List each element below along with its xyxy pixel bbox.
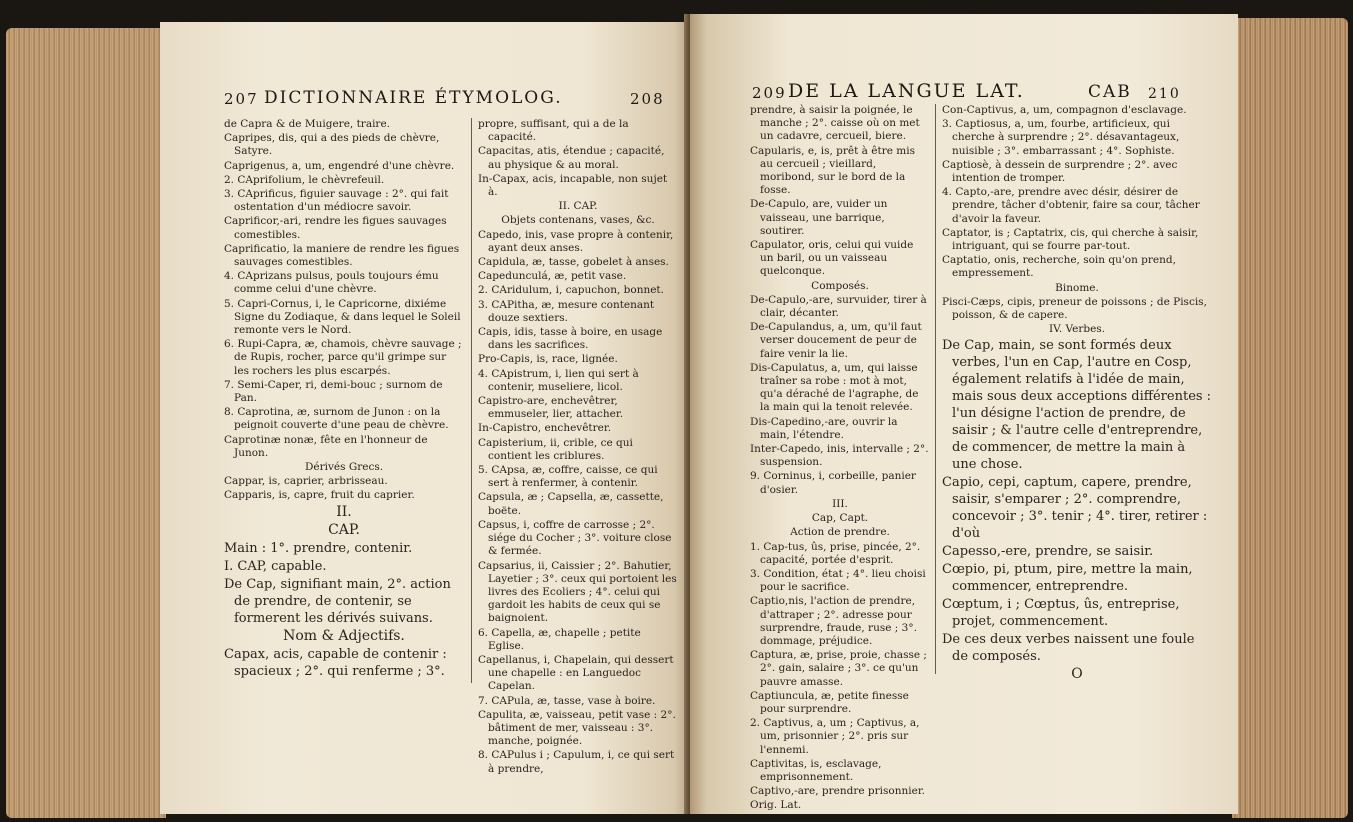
entry-line: Capripes, dis, qui a des pieds de chèvre, Satyre. [224,132,440,158]
entry-line: Captiosè, à dessein de surprendre ; 2°. avec intention de tromper. [942,158,1178,185]
entry-line: O [1071,666,1083,683]
entry-line: Capparis, is, capre, fruit du caprier. [224,489,415,502]
entry-line: Capulator, oris, celui qui vuide un baril, ou un vaisseau quelconque. [750,239,914,278]
left-page-edges [6,28,166,818]
right-page [690,14,1238,814]
entry-line: Cap, Capt. [811,512,869,525]
entry-line: prendre, à saisir la poignée, le manche ; 2°. caisse où on met un cadavre, cercueil, biere. [750,104,920,143]
entry-line: Con-Captivus, a, um, compagnon d'esclavage. [942,104,1187,116]
entry-line: De-Capulo, are, vuider un vaisseau, une barrique, soutirer. [750,198,888,237]
entry-line: In-Capax, acis, incapable, non sujet à. [478,172,668,199]
entry-line: Captivitas, is, esclavage, emprisonnement. [750,757,882,783]
entry-line: Capedo, inis, vase propre à contenir, ayant deux anses. [478,228,674,254]
entry-line: Caprotinæ nonæ, fête en l'honneur de Junon. [224,433,428,459]
entry-line: Caprigenus, a, um, engendré d'une chèvre. [224,159,455,172]
entry-line: Capesso,-ere, prendre, se saisir. [942,544,1154,560]
entry-line: De-Capulo,-are, survuider, tirer à clair, décanter. [750,293,927,320]
entry-line: 5. Capri-Cornus, i, le Capricorne, dixiéme Signe du Zodiaque, & dans lequel le Soleil remonte vers le Nord. [224,297,461,337]
entry-line: 8. CAPulus i ; Capulum, i, ce qui sert à prendre, [478,749,675,775]
right-page-edges [1232,18,1348,818]
entry-line: Captator, is ; Captatrix, cis, qui cherche à saisir, intriguant, qui se fourre par-tout. [942,226,1199,253]
entry-line: In-Capistro, enchevêtrer. [478,422,612,435]
entry-line: CAP. [328,521,360,538]
entry-line: De Cap, signifiant main, 2°. action de prendre, de contenir, se formerent les dérivés suivans. [224,576,451,626]
entry-line: De ces deux verbes naissent une foule de composés. [942,632,1195,665]
entry-line: Capidula, æ, tasse, gobelet à anses. [478,256,669,269]
entry-line: 7. CAPula, æ, tasse, vase à boire. [478,694,656,707]
entry-line: Caprificatio, la maniere de rendre les figues sauvages comestibles. [224,242,460,269]
right-section-label: CAB [1088,82,1132,102]
entry-line: 3. CAPitha, æ, mesure contenant douze sextiers. [478,298,655,324]
entry-line: 5. CApsa, æ, coffre, caisse, ce qui sert à renfermer, à contenir. [478,464,658,490]
entry-line: Capax, acis, capable de contenir : spacieux ; 2°. qui renferme ; 3°. [224,646,447,679]
right-column-a [750,104,930,814]
entry-line: Inter-Capedo, inis, intervalle ; 2°. suspension. [750,443,929,469]
entry-line: II. [336,503,352,520]
entry-line: 1. Cap-tus, ûs, prise, pincée, 2°. capacité, portée d'esprit. [750,540,921,566]
left-column-a [224,118,464,681]
entry-line: Binome. [1055,281,1099,294]
entry-line: 6. Capella, æ, chapelle ; petite Eglise. [478,626,641,652]
entry-line: Pro-Capis, is, race, lignée. [478,353,618,366]
left-page [160,22,690,814]
entry-line: Nom & Adjectifs. [283,627,405,644]
entry-line: Cœptum, i ; Cœptus, ûs, entreprise, projet, commencement. [942,597,1180,630]
entry-line: Capsus, i, coffre de carrosse ; 2°. siége du Cocher ; 3°. voiture close & fermée. [478,518,672,558]
entry-line: De-Capulandus, a, um, qu'il faut verser doucement de peur de faire venir la lie. [750,321,922,360]
entry-line: Capisterium, ii, crible, ce qui contient les criblures. [478,436,633,462]
entry-line: 4. Capto,-are, prendre avec désir, désirer de prendre, tâcher d'obtenir, faire sa cour, tâcher d'avoir la faveur. [942,186,1200,225]
left-column-rule [471,118,472,683]
entry-line: 7. Semi-Caper, ri, demi-bouc ; surnom de Pan. [224,378,443,405]
entry-line: 4. CAprizans pulsus, pouls toujours ému comme celui d'une chèvre. [224,270,439,296]
entry-line: IV. Verbes. [1048,323,1106,336]
entry-line: Composés. [811,279,869,292]
entry-line: Dérivés Grecs. [304,461,384,474]
entry-line: Action de prendre. [790,526,890,539]
entry-line: Capacitas, atis, étendue ; capacité, au physique & au moral. [478,145,665,171]
right-page-number-2: 210 [1148,86,1181,102]
entry-line: de Capra & de Muigere, traire. [224,118,391,130]
entry-line: propre, suffisant, qui a de la capacité. [478,118,629,144]
entry-line: Dis-Capedino,-are, ouvrir la main, l'étendre. [750,415,898,441]
entry-line: Captatio, onis, recherche, soin qu'on prend, empressement. [942,254,1176,280]
right-column-b [942,104,1212,684]
entry-line: Cœpio, pi, ptum, pire, mettre la main, commencer, entreprendre. [942,562,1193,595]
entry-line: Captura, æ, prise, proie, chasse ; 2°. gain, salaire ; 3°. ce qu'un pauvre amasse. [750,649,927,688]
entry-line: 2. CAprifolium, le chèvrefeuil. [224,173,385,186]
left-page-number-2: 208 [630,90,665,108]
entry-line: Orig. Lat. [750,799,802,812]
entry-line: 2. CAridulum, i, capuchon, bonnet. [478,284,664,297]
left-page-number: 207 [224,90,259,108]
entry-line: Captivo,-are, prendre prisonnier. [750,785,926,798]
right-column-rule [935,104,936,674]
left-column-b [478,118,678,777]
entry-line: Captiuncula, æ, petite finesse pour surprendre. [750,689,909,715]
entry-line: De Cap, main, se sont formés deux verbes, l'un en Cap, l'autre en Cosp, également relatifs à l'idée de main, mais sous deux acceptions différentes : l'un désigne l'action de prendre, de saisir ; & l'autre celle d'entreprendre, de commencer, de mettre la main à une chose. [942,338,1212,473]
entry-line: Cappar, is, caprier, arbrisseau. [224,475,388,488]
right-page-number: 209 [752,84,787,102]
entry-line: Main : 1°. prendre, contenir. [224,540,413,556]
entry-line: Objets contenans, vases, &c. [501,214,655,227]
entry-line: Capellanus, i, Chapelain, qui dessert une chapelle : en Languedoc Capelan. [478,653,674,693]
entry-line: Capsarius, ii, Caissier ; 2°. Bahutier, Layetier ; 3°. ceux qui portoient les livres des Ecoliers ; 4°. celui qui gardoit les habits de ceux qui se baignoient. [478,559,677,625]
entry-line: Dis-Capulatus, a, um, qui laisse traîner sa robe : mot à mot, qu'a déraché de l'agraphe, de la main qui la tenoit relevée. [750,361,919,414]
entry-line: Captio,nis, l'action de prendre, d'attraper ; 2°. adresse pour surprendre, fraude, ruse ; 3°. dommage, préjudice. [750,595,917,647]
entry-line: Capistro-are, enchevêtrer, emmuseler, lier, attacher. [478,395,624,421]
entry-line: Capsula, æ ; Capsella, æ, cassette, boëte. [478,491,664,517]
entry-line: 3. Condition, état ; 4°. lieu choisi pour le sacrifice. [750,567,926,594]
entry-line: Capis, idis, tasse à boire, en usage dans les sacrifices. [478,326,663,352]
entry-line: 9. Corninus, i, corbeille, panier d'osier. [750,470,916,496]
entry-line: Capio, cepi, captum, capere, prendre, saisir, s'emparer ; 2°. comprendre, concevoir ; 3°. tenir ; 4°. tirer, retirer : d'où [942,475,1208,542]
entry-line: 8. Caprotina, æ, surnom de Junon : on la peignoit couverte d'une peau de chèvre. [224,406,449,432]
entry-line: II. CAP. [558,200,598,213]
entry-line: 2. Captivus, a, um ; Captivus, a, um, prisonnier ; 2°. pris sur l'ennemi. [750,717,920,756]
entry-line: 6. Rupi-Capra, æ, chamois, chèvre sauvage ; de Rupis, rocher, parce qu'il grimpe sur les rochers les plus escarpés. [224,338,462,377]
entry-line: Capulita, æ, vaisseau, petit vase : 2°. bâtiment de mer, vaisseau : 3°. manche, poignée. [478,708,676,748]
entry-line: III. [832,497,848,510]
entry-line: Pisci-Cæps, cipis, preneur de poissons ; de Piscis, poisson, & de capere. [942,295,1207,322]
left-running-title: DICTIONNAIRE ÉTYMOLOG. [264,88,563,108]
entry-line: I. CAP, capable. [224,558,327,574]
right-running-title: DE LA LANGUE LAT. [788,80,1025,102]
entry-line: 4. CApistrum, i, lien qui sert à contenir, museliere, licol. [478,367,639,393]
entry-line: Capedunculá, æ, petit vase. [478,270,627,283]
entry-line: Caprificor,-ari, rendre les figues sauvages comestibles. [224,215,447,241]
entry-line: Capularis, e, is, prêt à être mis au cercueil ; vieillard, moribond, sur le bord de la fosse. [750,144,915,197]
entry-line: 3. Captiosus, a, um, fourbe, artificieux, qui cherche à surprendre ; 2°. désavantageux, nuisible ; 3°. embarrassant ; 4°. Sophiste. [942,118,1180,157]
entry-line: 3. CAprificus, figuier sauvage : 2°. qui fait ostentation d'un médiocre savoir. [224,188,449,214]
